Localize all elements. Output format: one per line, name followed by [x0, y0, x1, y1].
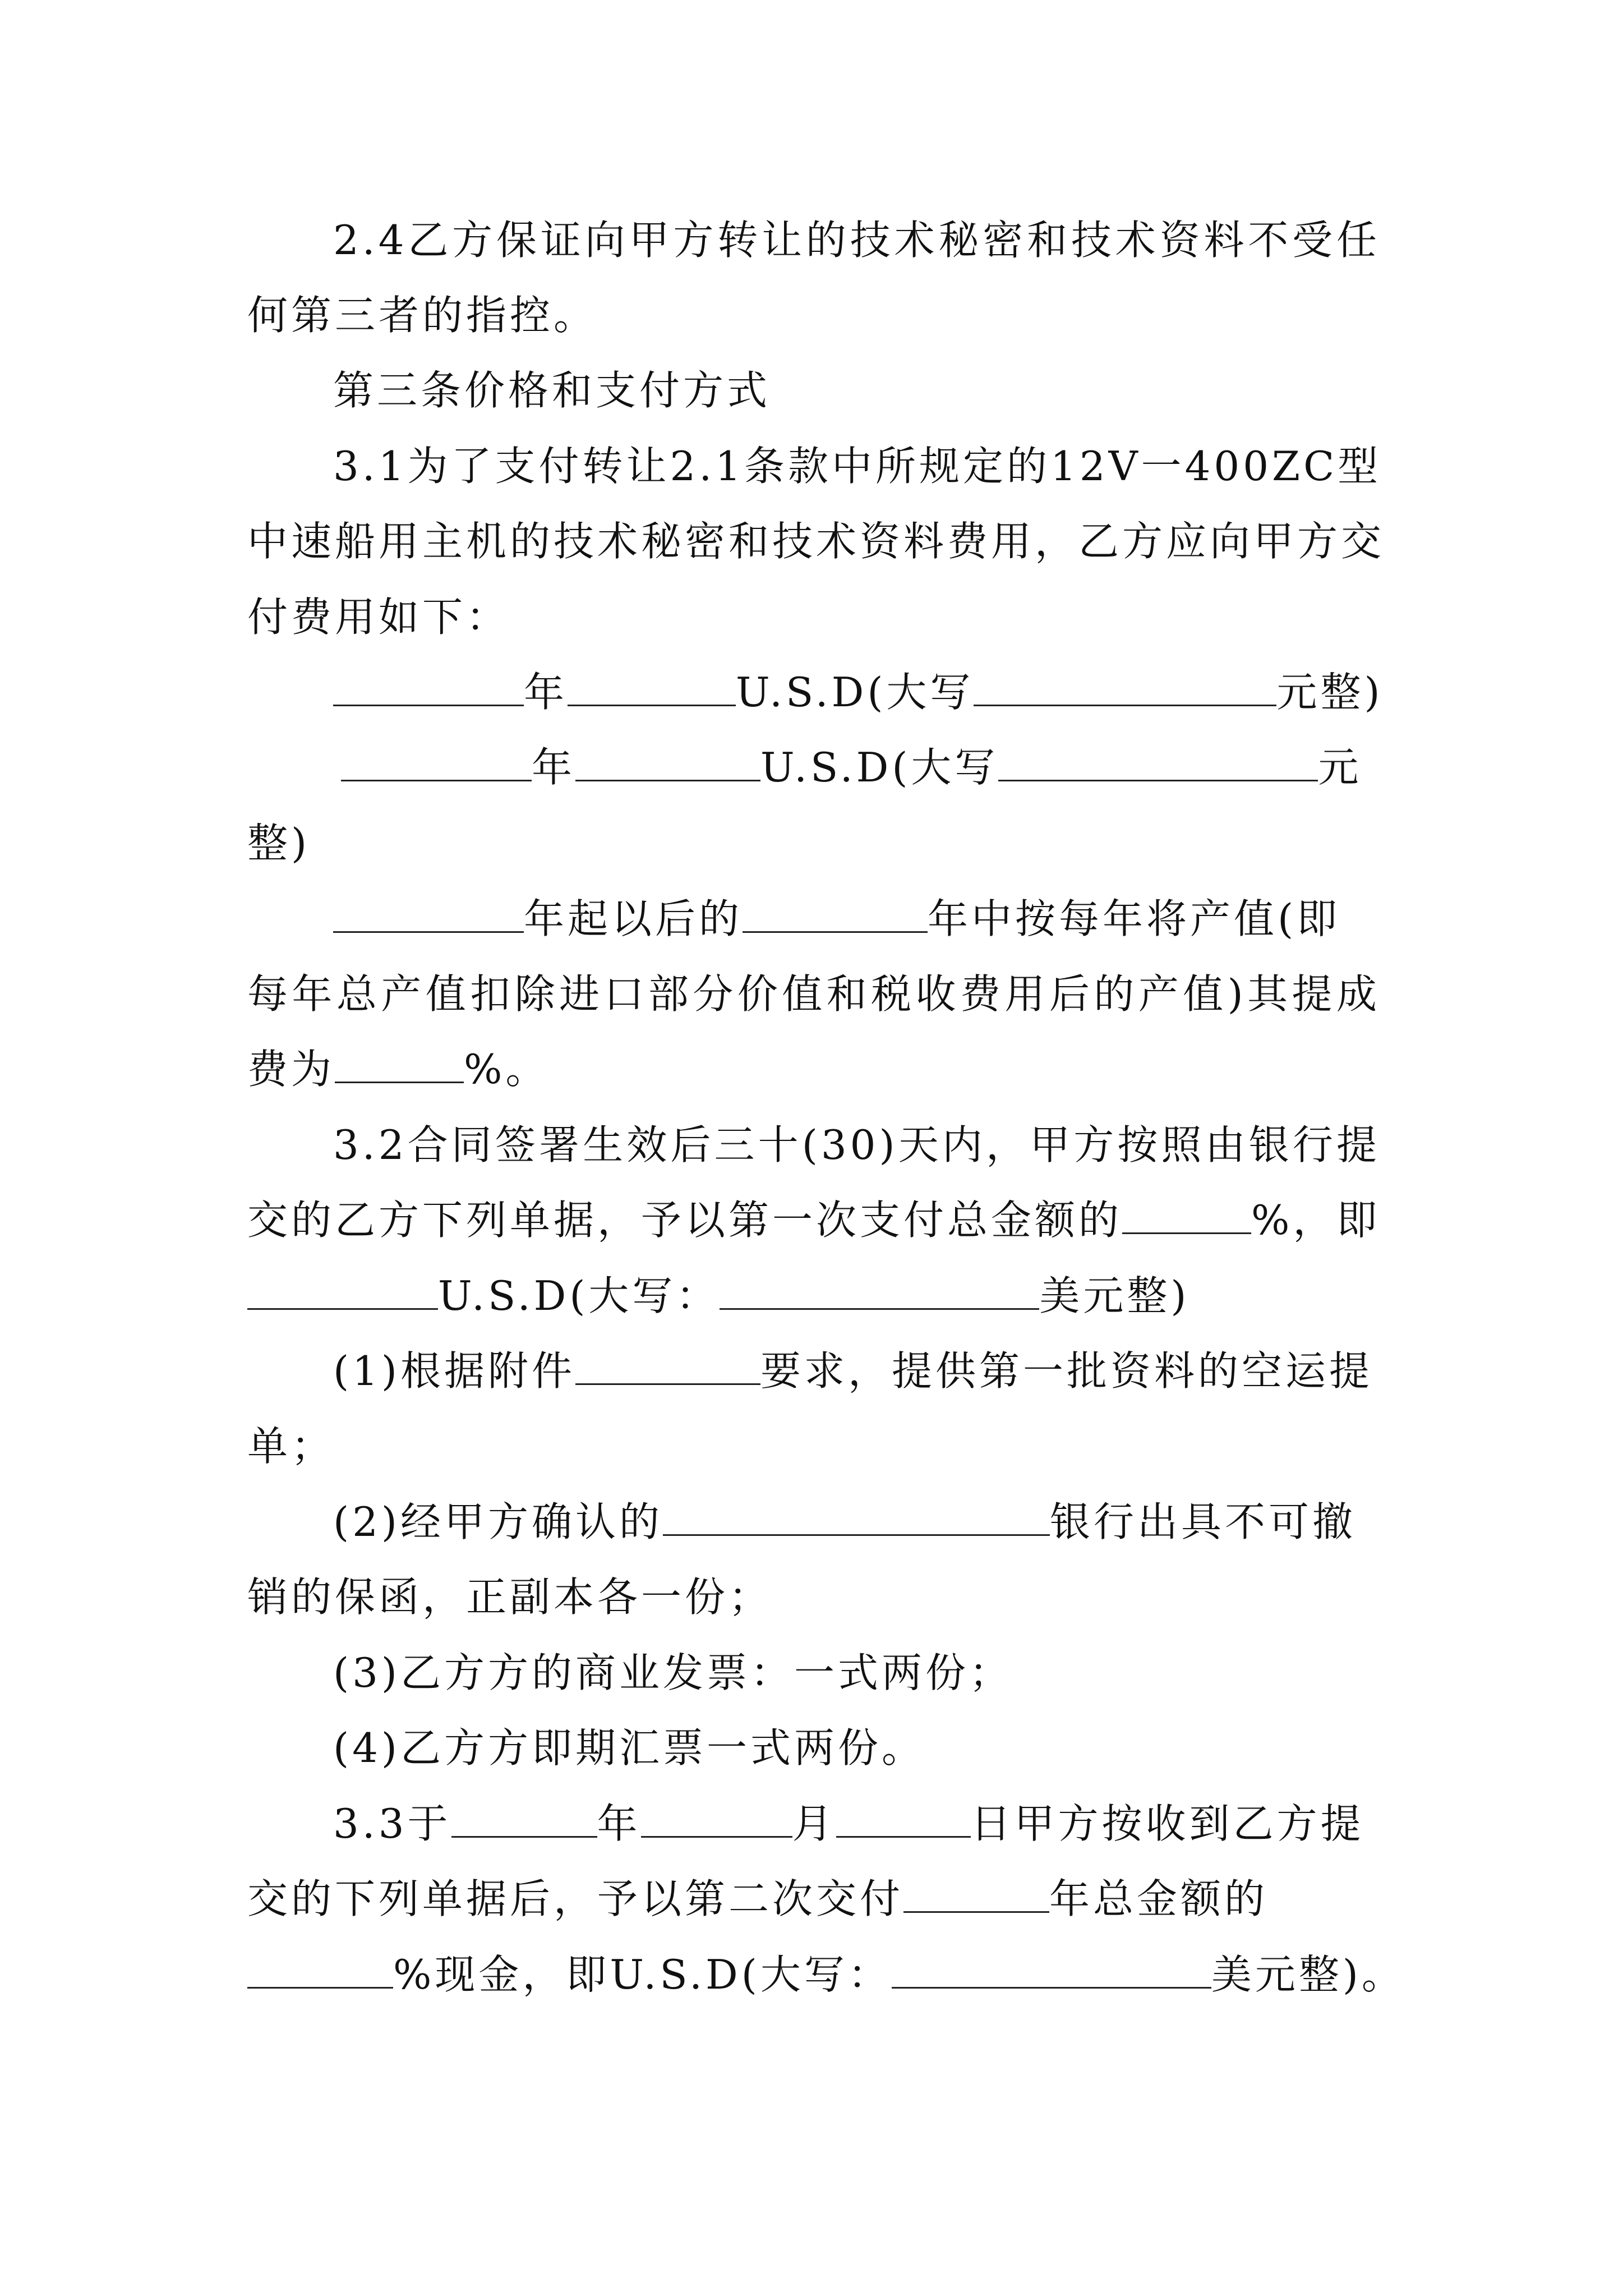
payment-row-2 [341, 740, 1388, 794]
clause-3-3-text-d: 日甲方按收到乙方提 [970, 1800, 1364, 1847]
blank-attachment[interactable] [575, 1347, 760, 1385]
royalty-line-3 [247, 1042, 1380, 1096]
yuan-label: 元 [1318, 744, 1362, 791]
blank-year[interactable] [451, 1800, 597, 1838]
clause-3-3-text-f: 年总金额的 [1049, 1875, 1269, 1922]
royalty-text-a: 年起以后的 [524, 895, 743, 942]
blank-second-year[interactable] [903, 1875, 1049, 1913]
clause-3-1-line-2: 中速船用主机的技术秘密和技术资料费用，乙方应向甲方交 [247, 518, 1385, 565]
item-2-line-2: 销的保函，正副本各一份； [247, 1573, 773, 1621]
royalty-line-2: 每年总产值扣除进口部分价值和税收费用后的产值)其提成 [247, 970, 1380, 1018]
yuan-end-label: 元整) [1276, 669, 1384, 716]
payment-row-2-wrap: 整) [247, 820, 311, 867]
item-1-line-1 [333, 1344, 1380, 1398]
blank-second-percent[interactable] [247, 1951, 393, 1989]
clause-3-3-text-b: 年 [597, 1800, 641, 1847]
blank-usd-1[interactable] [568, 669, 736, 706]
clause-3-3-text-e: 交的下列单据后，予以第二次交付 [247, 1875, 904, 1922]
blank-amount-words-1[interactable] [974, 669, 1276, 706]
clause-3-3-text-a: 3.3于 [333, 1800, 451, 1847]
clause-3-2-text-e: 美元整) [1039, 1272, 1190, 1319]
clause-3-1-line-1: 3.1为了支付转让2.1条款中所规定的12V一400ZC型 [333, 443, 1382, 490]
clause-2-4-line-1: 2.4乙方保证向甲方转让的技术秘密和技术资料不受任 [333, 217, 1380, 264]
item-1-text-a: (1)根据附件 [333, 1347, 575, 1395]
year-label: 年 [532, 744, 576, 791]
royalty-text-d: %。 [464, 1046, 550, 1093]
year-label: 年 [524, 669, 568, 716]
blank-royalty-percent[interactable] [335, 1046, 464, 1083]
blank-day[interactable] [836, 1800, 971, 1838]
clause-3-2-line-1: 3.2合同签署生效后三十(30)天内，甲方按照由银行提 [333, 1121, 1380, 1168]
clause-3-2-text-b: 交的乙方下列单据，予以第一次支付总金额的 [247, 1197, 1123, 1244]
item-3: (3)乙方方的商业发票：一式两份； [333, 1649, 1013, 1696]
item-4: (4)乙方方即期汇票一式两份。 [333, 1724, 925, 1772]
clause-3-1-line-3: 付费用如下： [247, 593, 510, 641]
blank-amount-words-2[interactable] [998, 744, 1318, 781]
usd-label: U.S.D(大写 [760, 744, 999, 791]
payment-row-1 [333, 665, 1384, 719]
clause-3-2-text-c: %，即 [1251, 1197, 1381, 1244]
blank-first-words[interactable] [720, 1272, 1039, 1310]
blank-month[interactable] [641, 1800, 792, 1838]
royalty-line-1 [333, 892, 1380, 946]
clause-2-4-line-2: 何第三者的指控。 [247, 292, 598, 339]
blank-usd-2[interactable] [575, 744, 760, 781]
blank-first-percent[interactable] [1122, 1197, 1251, 1234]
blank-year-2[interactable] [341, 744, 532, 781]
blank-first-usd[interactable] [247, 1272, 438, 1310]
blank-year-1[interactable] [333, 669, 524, 706]
clause-3-2-line-3 [247, 1269, 1380, 1323]
article-3-heading: 第三条价格和支付方式 [333, 367, 771, 414]
item-2-line-1 [333, 1495, 1380, 1549]
clause-3-2-text-d: U.S.D(大写： [438, 1272, 720, 1319]
royalty-text-c: 费为 [247, 1046, 335, 1093]
item-1-line-2: 单； [247, 1423, 335, 1470]
usd-label: U.S.D(大写 [736, 669, 974, 716]
item-2-text-b: 银行出具不可撤 [1050, 1498, 1357, 1545]
clause-3-3-text-c: 月 [792, 1800, 836, 1847]
clause-3-3-line-1 [333, 1797, 1380, 1851]
item-1-text-b: 要求，提供第一批资料的空运提 [760, 1347, 1373, 1395]
clause-3-3-line-2 [247, 1872, 1380, 1926]
blank-start-year[interactable] [333, 895, 524, 933]
blank-second-words[interactable] [892, 1951, 1211, 1989]
royalty-text-b: 年中按每年将产值(即 [928, 895, 1341, 942]
blank-years[interactable] [743, 895, 928, 933]
clause-3-3-text-h: 美元整)。 [1211, 1951, 1405, 1998]
item-2-text-a: (2)经甲方确认的 [333, 1498, 663, 1545]
blank-bank[interactable] [663, 1498, 1050, 1536]
clause-3-2-line-2 [247, 1193, 1380, 1247]
clause-3-3-text-g: %现金，即U.S.D(大写： [393, 1951, 892, 1998]
clause-3-3-line-3 [247, 1948, 1405, 2001]
